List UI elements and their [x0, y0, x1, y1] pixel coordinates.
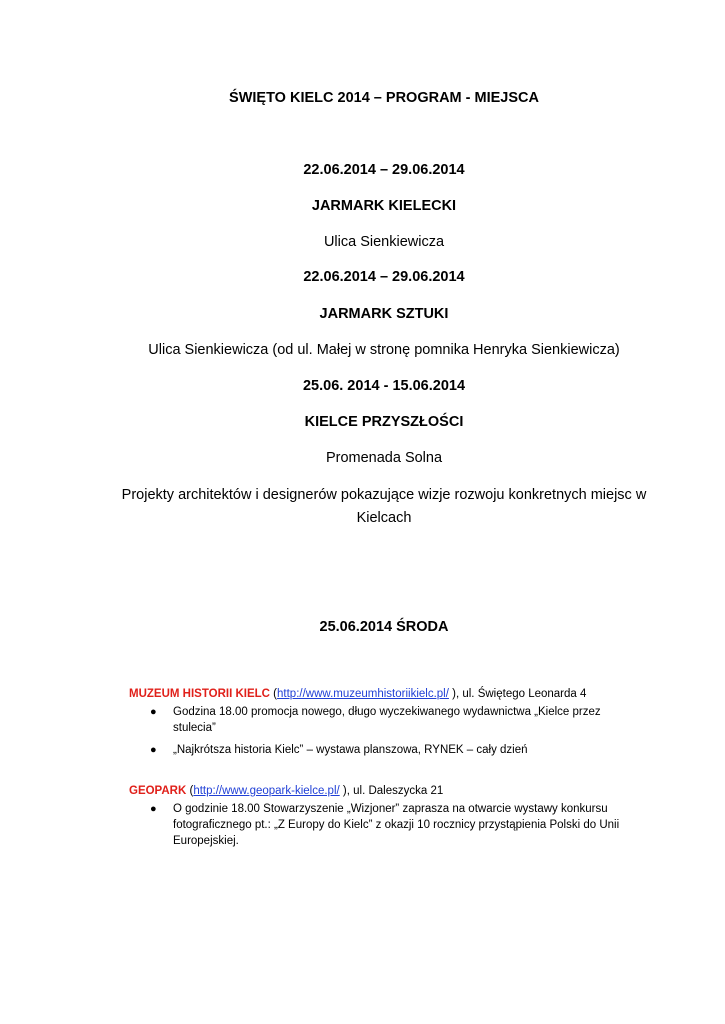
day-heading: 25.06.2014 ŚRODA: [319, 619, 449, 635]
venue-link[interactable]: http://www.geopark-kielce.pl/: [193, 785, 340, 797]
venue-address: ), ul. Daleszycka 21: [339, 785, 444, 797]
bullet-icon: ●: [150, 744, 157, 756]
event-name: KIELCE PRZYSZŁOŚCI: [304, 414, 464, 430]
list-item-text: Godzina 18.00 promocja nowego, długo wyczekiwanego wydawnictwa „Kielce przez stulecia”: [173, 706, 601, 734]
venue-paren: (: [186, 785, 194, 797]
list-item: [146, 801, 646, 849]
event-place: Promenada Solna: [325, 450, 443, 466]
list-item-text: O godzinie 18.00 Stowarzyszenie „Wizjoner” zaprasza na otwarcie wystawy konkursu fotograficznego pt.: „Z Europy do Kielc” z okazji 10 rocznicy przystąpienia Polski do Unii Europejskiej.: [173, 803, 620, 847]
venue-link[interactable]: http://www.muzeumhistoriikielc.pl/: [277, 688, 449, 700]
bullet-icon: ●: [150, 803, 157, 815]
bullet-icon: ●: [150, 706, 157, 718]
venue-name: GEOPARK: [129, 785, 187, 797]
event-date: 22.06.2014 – 29.06.2014: [303, 162, 465, 178]
venue-items: [146, 801, 646, 855]
event-place: Ulica Sienkiewicza: [323, 234, 445, 250]
event-name: JARMARK SZTUKI: [319, 306, 449, 322]
list-item: [146, 704, 646, 736]
venue-line: [129, 783, 443, 799]
venue-line: [129, 686, 586, 702]
event-name: JARMARK KIELECKI: [311, 198, 457, 214]
venue-name: MUZEUM HISTORII KIELC: [129, 688, 270, 700]
list-item-text: „Najkrótsza historia Kielc” – wystawa planszowa, RYNEK – cały dzień: [173, 744, 528, 756]
venue-paren: (: [269, 688, 278, 700]
venue-address: ), ul. Świętego Leonarda 4: [448, 688, 587, 700]
event-date: 22.06.2014 – 29.06.2014: [303, 269, 465, 285]
event-place: Ulica Sienkiewicza (od ul. Małej w stronę pomnika Henryka Sienkiewicza): [148, 342, 620, 358]
document-title: ŚWIĘTO KIELC 2014 – PROGRAM - MIEJSCA: [229, 90, 539, 106]
venue-items: [146, 704, 646, 764]
event-description: Projekty architektów i designerów pokazujące wizje rozwoju konkretnych miejsc w Kielcach: [121, 487, 647, 526]
list-item: [146, 742, 646, 758]
event-date: 25.06. 2014 - 15.06.2014: [302, 378, 466, 394]
